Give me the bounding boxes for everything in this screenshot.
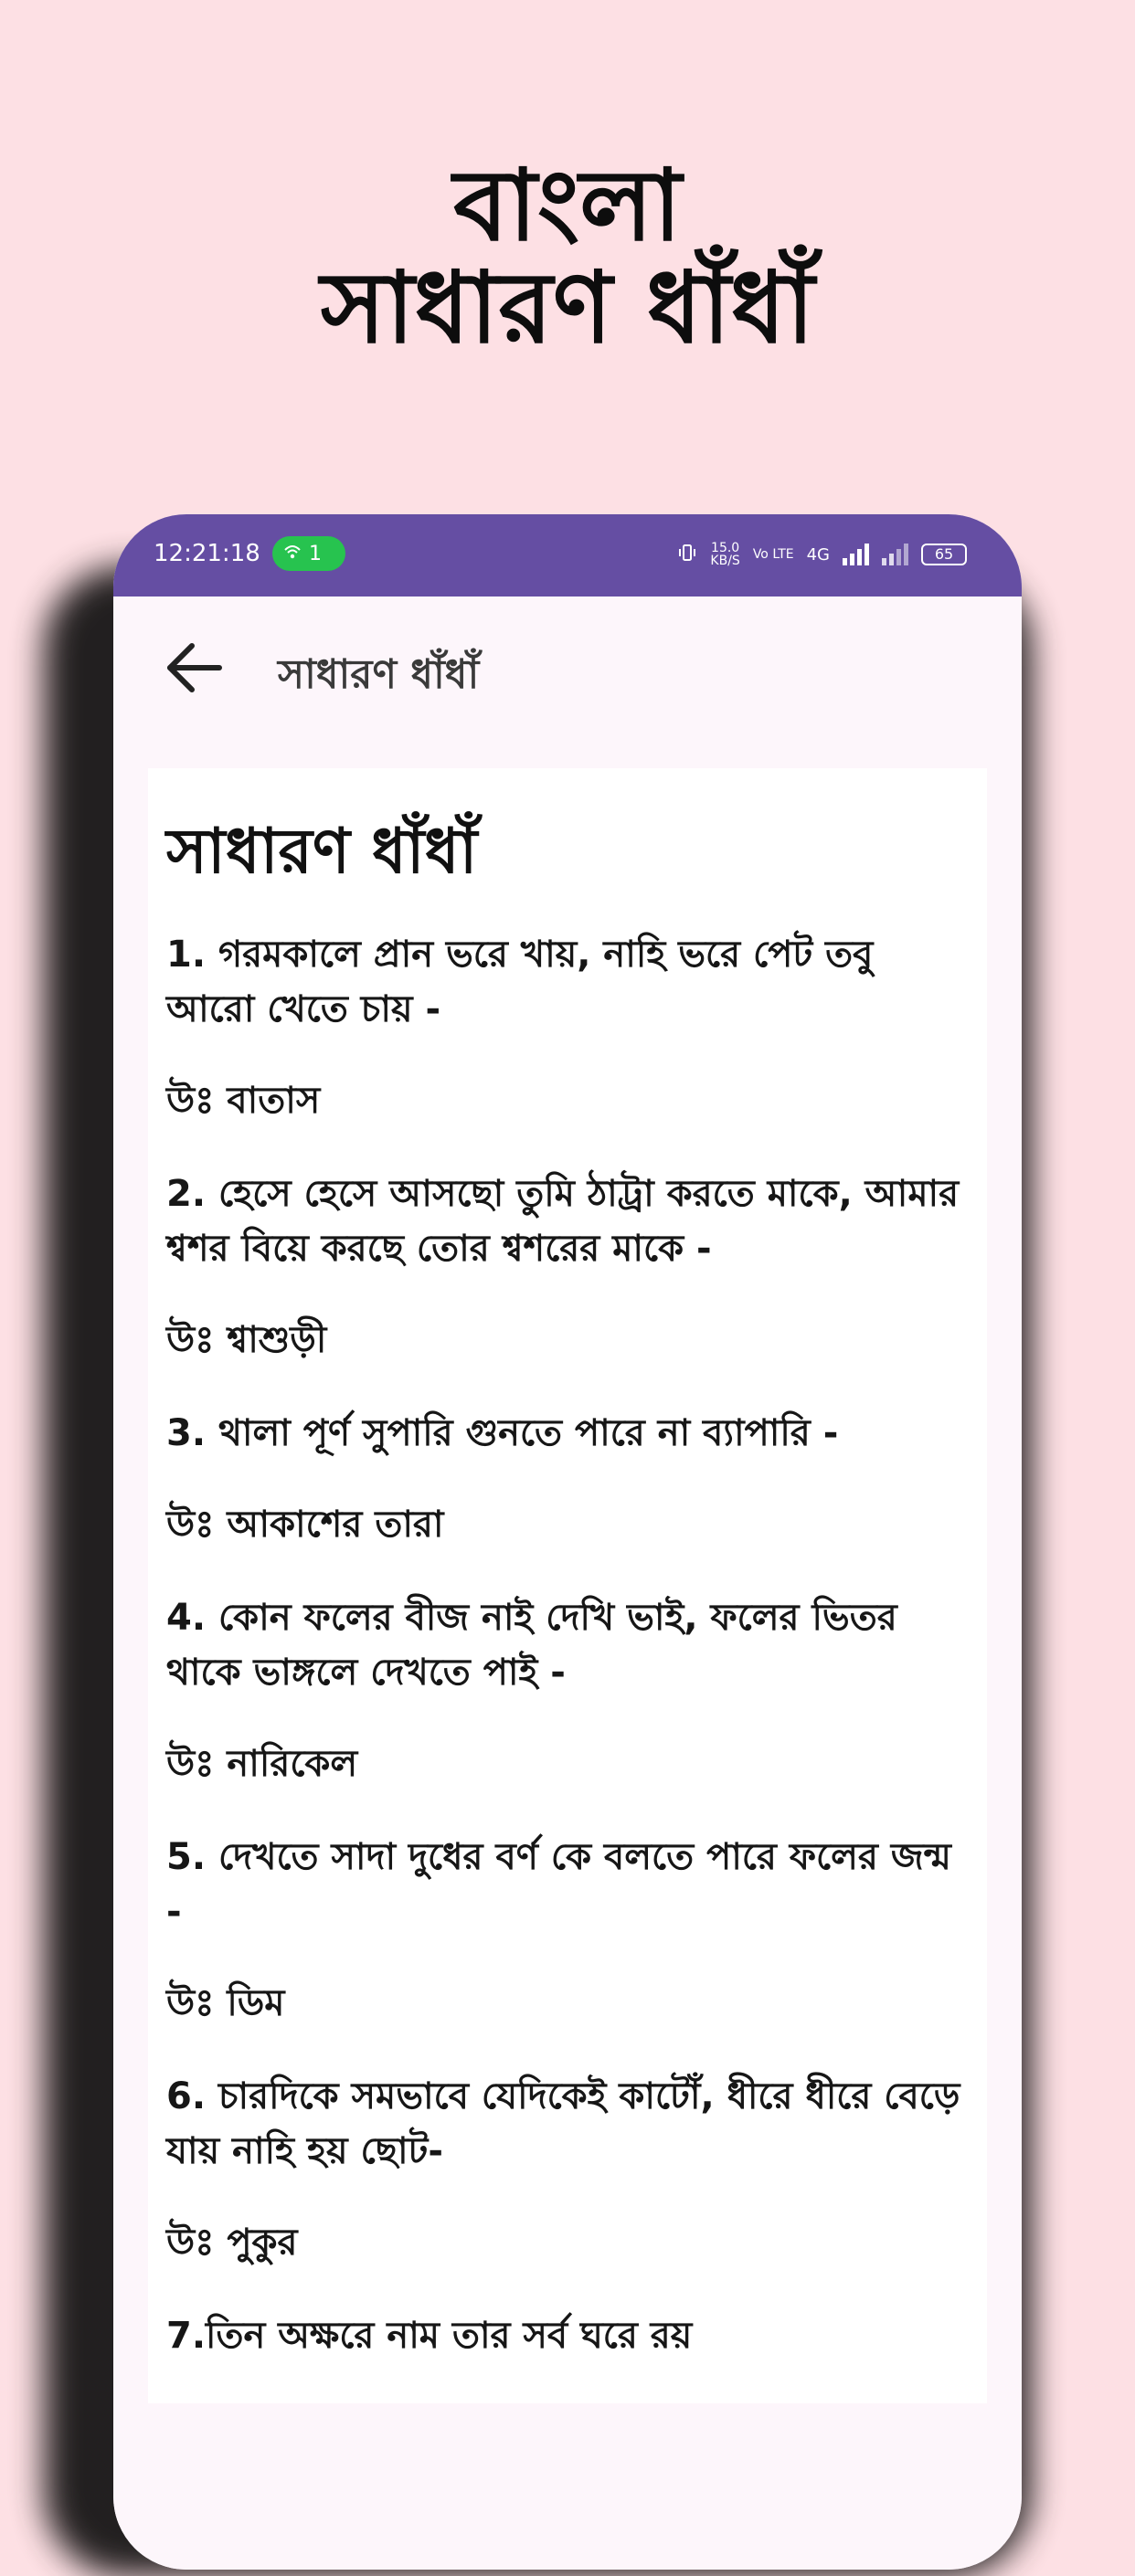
list-item <box>166 1830 969 2031</box>
status-icons <box>677 534 967 575</box>
list-item <box>166 927 969 1128</box>
list-item <box>166 2069 969 2270</box>
list-item <box>166 1167 969 1367</box>
back-button[interactable] <box>161 635 227 701</box>
riddle-answer: উঃ শ্বাশুড়ী <box>166 1319 327 1361</box>
app-bar <box>113 596 1022 734</box>
network-type: 4G <box>806 544 830 565</box>
riddle-question: 1. গরমকালে প্রান ভরে খায়, নাহি ভরে পেট তবু আরো খেতে চায় - <box>166 934 874 1030</box>
riddle-answer: উঃ নারিকেল <box>166 1743 358 1785</box>
status-time: 12:21:18 <box>154 540 260 567</box>
riddle-answer: উঃ আকাশের তারা <box>166 1504 444 1546</box>
signal-icon <box>843 544 869 565</box>
bottom-area <box>113 2451 1022 2570</box>
hotspot-count: 1 <box>309 543 322 565</box>
riddle-question: 4. কোন ফলের বীজ নাই দেখি ভাই, ফলের ভিতর থাকে ভাঙ্গলে দেখতে পাই - <box>166 1597 897 1694</box>
riddle-question: 7.তিন অক্ষরে নাম তার সর্ব ঘরে রয় <box>166 2315 693 2357</box>
battery-icon: 65 <box>921 544 967 565</box>
list-item <box>166 2308 969 2363</box>
riddle-answer: উঃ ডিম <box>166 1982 285 2024</box>
riddle-question: 3. থালা পূর্ণ সুপারি গুনতে পারে না ব্যাপারি - <box>166 1412 839 1454</box>
vibrate-icon <box>677 543 697 567</box>
content-card[interactable] <box>148 768 987 2403</box>
riddle-answer: উঃ পুকুর <box>166 2222 298 2264</box>
arrow-left-icon <box>161 635 227 701</box>
promo-heading <box>0 149 1135 365</box>
volte-indicator: Vo LTE <box>752 547 794 562</box>
riddle-question: 2. হেসে হেসে আসছো তুমি ঠাট্রা করতে মাকে, আমার শ্বশর বিয়ে করছে তোর শ্বশরের মাকে - <box>166 1173 960 1270</box>
riddle-question: 5. দেখতে সাদা দুধের বর্ণ কে বলতে পারে ফলের জন্ম - <box>166 1836 951 1933</box>
list-item <box>166 1406 969 1552</box>
riddle-answer: উঃ বাতাস <box>166 1080 321 1122</box>
riddle-question: 6. চারদিকে সমভাবে যেদিকেই কাটোঁ, ধীরে ধীরে বেড়ে যায় নাহি হয় ছোট- <box>166 2075 960 2172</box>
promo-line-1: বাংলা <box>453 149 682 263</box>
hotspot-icon <box>283 536 302 571</box>
signal-icon-secondary <box>882 544 908 565</box>
hotspot-indicator[interactable] <box>272 536 345 571</box>
network-speed: 15.0 KB/S <box>710 541 740 568</box>
content-title: সাধারণ ধাঁধাঁ <box>166 816 478 888</box>
promo-line-2: সাধারণ ধাঁধাঁ <box>320 251 815 365</box>
list-item <box>166 1590 969 1791</box>
phone-frame <box>113 514 1022 2570</box>
status-bar <box>113 514 1022 596</box>
app-bar-title: সাধারণ ধাঁধাঁ <box>278 651 480 698</box>
